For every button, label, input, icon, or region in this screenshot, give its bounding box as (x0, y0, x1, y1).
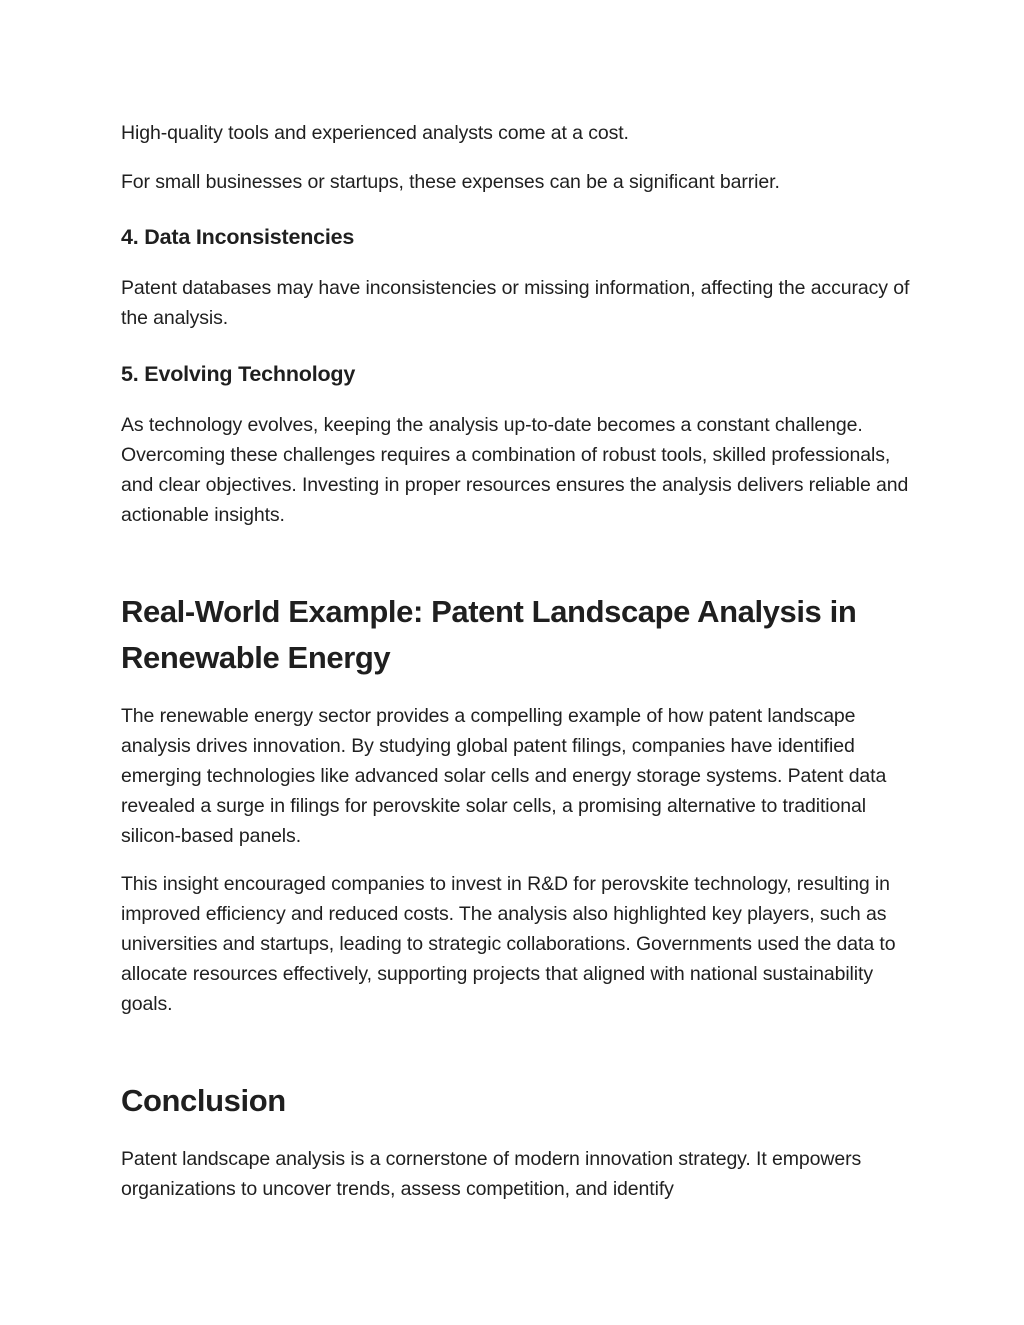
paragraph-data-inconsistencies: Patent databases may have inconsistencies or missing information, affecting the accuracy of the analysis. (121, 277, 910, 329)
paragraph-cost-1: High-quality tools and experienced analysts come at a cost. (121, 122, 629, 144)
heading-evolving-technology: 5. Evolving Technology (121, 362, 356, 386)
paragraph-evolving-technology: As technology evolves, keeping the analysis up-to-date becomes a constant challenge. Overcoming these challenges requires a combination of robust tools, skilled professionals, and clear objectives. Investing in proper resources ensures the analysis delivers reliable and actionable insights. (121, 414, 909, 526)
paragraph-renewable-2: This insight encouraged companies to invest in R&D for perovskite technology, resulting in improved efficiency and reduced costs. The analysis also highlighted key players, such as universities and startups, leading to strategic collaborations. Governments used the data to allocate resources effectively, supporting projects that aligned with national sustainability goals. (121, 873, 896, 1015)
paragraph-renewable-1: The renewable energy sector provides a compelling example of how patent landscape analysis drives innovation. By studying global patent filings, companies have identified emerging technologies like advanced solar cells and energy storage systems. Patent data revealed a surge in filings for perovskite solar cells, a promising alternative to traditional silicon-based panels. (121, 705, 887, 847)
heading-real-world-example: Real-World Example: Patent Landscape Analysis in Renewable Energy (121, 594, 857, 675)
paragraph-conclusion-1: Patent landscape analysis is a cornerstone of modern innovation strategy. It empowers organizations to uncover trends, assess competition, and identify (121, 1148, 862, 1200)
heading-data-inconsistencies: 4. Data Inconsistencies (121, 225, 355, 249)
paragraph-cost-2: For small businesses or startups, these expenses can be a significant barrier. (121, 171, 780, 193)
heading-conclusion: Conclusion (121, 1083, 286, 1118)
